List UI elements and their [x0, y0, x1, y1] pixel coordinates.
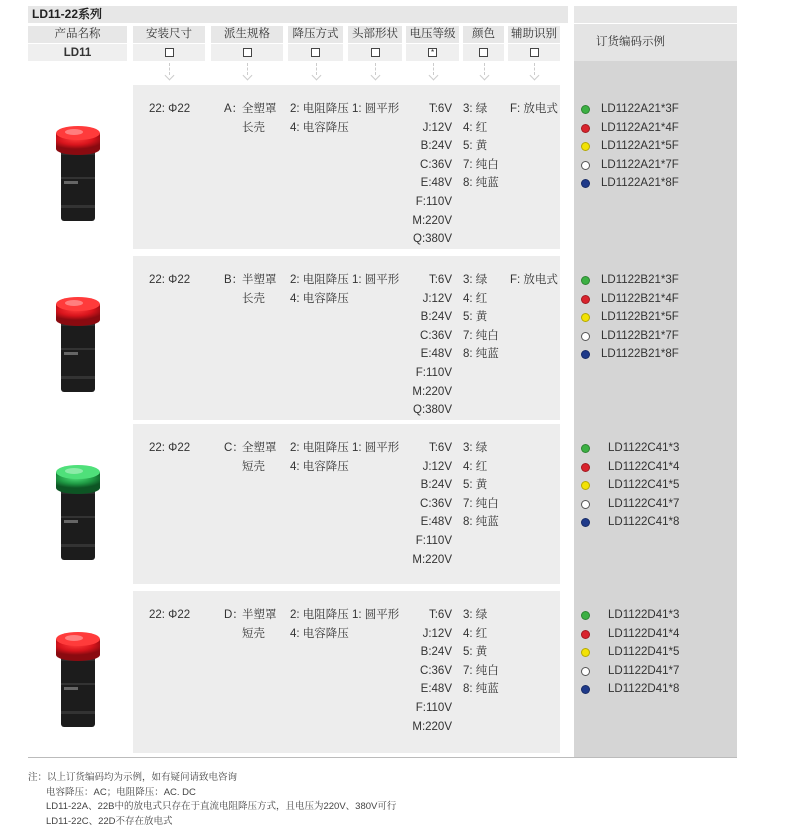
spec-text: 长壳: [242, 121, 265, 134]
indicator-lamp-icon: [52, 625, 104, 735]
voltage-option: B:24V: [420, 140, 452, 153]
voltage-option: F:110V: [415, 702, 452, 714]
color-option: 5: 黄: [463, 479, 488, 492]
column-header: 安装尺寸: [133, 26, 205, 43]
checkbox-icon: [479, 48, 488, 57]
color-option: 5: 黄: [463, 311, 488, 324]
voltage-option: B:24V: [420, 311, 452, 324]
white-dot-icon: [581, 332, 590, 341]
red-dot-icon: [581, 630, 590, 639]
order-code: LD1122D41*5: [608, 646, 680, 659]
column-header: 降压方式: [288, 26, 343, 43]
column-code-cell: [133, 44, 205, 61]
voltage-option: Q:380V: [413, 233, 452, 246]
product-name-value: LD11: [63, 46, 92, 59]
install-size: 22: Φ22: [149, 609, 191, 621]
head-shape: 1: 圆平形: [352, 103, 400, 115]
order-code: LD1122B21*4F: [601, 292, 679, 305]
spec-text: 长壳: [242, 292, 265, 305]
down-arrow-icon: [375, 63, 376, 75]
spec-text: 半塑罩: [242, 274, 277, 286]
color-option: 4: 红: [463, 292, 488, 305]
voltage-option: E:48V: [420, 516, 452, 529]
color-option: 5: 黄: [463, 646, 488, 659]
voltage-option: M:220V: [412, 385, 452, 398]
column-header: 辅助识别: [508, 26, 560, 43]
color-option: 8: 纯蓝: [463, 516, 499, 529]
right-title-bar: [574, 6, 737, 23]
checkbox-icon: [530, 48, 539, 57]
series-title: LD11-22系列: [28, 6, 568, 23]
column-code-cell: [406, 44, 459, 61]
order-code: LD1122C41*5: [608, 479, 680, 492]
color-option: 3: 绿: [463, 442, 488, 454]
order-code: LD1122B21*8F: [601, 348, 679, 361]
reduce-method: 2: 电阻降压: [290, 609, 349, 621]
voltage-option: M:220V: [412, 214, 452, 227]
indicator-lamp-icon: [52, 290, 104, 400]
column-code-cell: [508, 44, 560, 61]
indicator-lamp-icon: [52, 458, 104, 568]
reduce-method: 2: 电阻降压: [290, 274, 349, 286]
checkbox-icon: [311, 48, 320, 57]
voltage-option: T:6V: [428, 274, 452, 286]
voltage-option: T:6V: [428, 609, 452, 621]
color-option: 5: 黄: [463, 140, 488, 153]
order-code: LD1122B21*3F: [601, 274, 679, 286]
spec-text: 全塑罩: [242, 103, 277, 115]
reduce-method: 4: 电容降压: [290, 460, 349, 473]
spec-text: 短壳: [242, 627, 265, 640]
down-arrow-icon: [316, 63, 317, 75]
column-code-cell: [463, 44, 504, 61]
order-code: LD1122D41*7: [608, 664, 680, 677]
green-dot-icon: [581, 444, 590, 453]
voltage-option: F:110V: [415, 367, 452, 379]
down-arrow-icon: [534, 63, 535, 75]
voltage-option: Q:380V: [413, 404, 452, 417]
order-code: LD1122A21*5F: [601, 140, 679, 153]
order-code: LD1122C41*8: [608, 516, 680, 529]
spec-text: 全塑罩: [242, 442, 277, 454]
reduce-method: 2: 电阻降压: [290, 103, 349, 115]
white-dot-icon: [581, 500, 590, 509]
voltage-option: J:12V: [422, 121, 452, 134]
reduce-method: 4: 电容降压: [290, 292, 349, 305]
red-dot-icon: [581, 295, 590, 304]
spec-text: 短壳: [242, 460, 265, 473]
reduce-method: 4: 电容降压: [290, 627, 349, 640]
head-shape: 1: 圆平形: [352, 274, 400, 286]
down-arrow-icon: [247, 63, 248, 75]
order-code: LD1122A21*7F: [601, 158, 679, 171]
checked-box-icon: *: [428, 48, 437, 57]
column-header: 电压等级: [406, 26, 459, 43]
head-shape: 1: 圆平形: [352, 609, 400, 621]
color-option: 4: 红: [463, 627, 488, 640]
column-code-cell: [211, 44, 283, 61]
voltage-option: F:110V: [415, 535, 452, 547]
bottom-divider: [28, 757, 737, 758]
order-code: LD1122A21*3F: [601, 103, 679, 115]
spec-code: B：: [224, 274, 244, 286]
voltage-option: E:48V: [420, 683, 452, 696]
red-dot-icon: [581, 463, 590, 472]
notes: [28, 771, 396, 829]
green-dot-icon: [581, 611, 590, 620]
voltage-option: C:36V: [420, 158, 452, 171]
color-option: 4: 红: [463, 460, 488, 473]
column-header: 头部形状: [348, 26, 402, 43]
reduce-method: 4: 电容降压: [290, 121, 349, 134]
voltage-option: B:24V: [420, 479, 452, 492]
column-header: 产品名称: [28, 26, 127, 43]
color-option: 3: 绿: [463, 103, 488, 115]
voltage-option: B:24V: [420, 646, 452, 659]
order-code: LD1122D41*8: [608, 683, 680, 696]
aux-id: F: 放电式: [510, 274, 558, 286]
reduce-method: 2: 电阻降压: [290, 442, 349, 454]
install-size: 22: Φ22: [149, 442, 191, 454]
spec-text: 半塑罩: [242, 609, 277, 621]
order-code: LD1122C41*3: [608, 442, 680, 454]
voltage-option: E:48V: [420, 177, 452, 190]
color-option: 7: 纯白: [463, 329, 499, 342]
color-option: 3: 绿: [463, 609, 488, 621]
down-arrow-icon: [169, 63, 170, 75]
down-arrow-icon: [484, 63, 485, 75]
order-code: LD1122A21*8F: [601, 177, 679, 190]
white-dot-icon: [581, 667, 590, 676]
red-dot-icon: [581, 124, 590, 133]
aux-id: F: 放电式: [510, 103, 558, 115]
color-option: 7: 纯白: [463, 497, 499, 510]
color-option: 7: 纯白: [463, 664, 499, 677]
voltage-option: E:48V: [420, 348, 452, 361]
white-dot-icon: [581, 161, 590, 170]
color-option: 4: 红: [463, 121, 488, 134]
voltage-option: C:36V: [420, 664, 452, 677]
column-code-cell: [288, 44, 343, 61]
column-code-cell: [28, 44, 127, 61]
voltage-option: F:110V: [415, 196, 452, 208]
order-code: LD1122C41*7: [608, 497, 680, 510]
order-code: LD1122B21*5F: [601, 311, 679, 324]
head-shape: 1: 圆平形: [352, 442, 400, 454]
checkbox-icon: [371, 48, 380, 57]
order-code-header: 订货编码示例: [574, 24, 737, 61]
column-header: 颜色: [463, 26, 504, 43]
color-option: 8: 纯蓝: [463, 348, 499, 361]
spec-code: D：: [224, 609, 244, 621]
order-code: LD1122D41*3: [608, 609, 680, 621]
note-line: LD11-22C、22D不存在放电式: [46, 815, 173, 827]
voltage-option: T:6V: [428, 442, 452, 454]
order-code: LD1122B21*7F: [601, 329, 679, 342]
voltage-option: T:6V: [428, 103, 452, 115]
green-dot-icon: [581, 276, 590, 285]
install-size: 22: Φ22: [149, 103, 191, 115]
down-arrow-icon: [433, 63, 434, 75]
voltage-option: J:12V: [422, 292, 452, 305]
spec-code: A：: [224, 103, 244, 115]
voltage-option: J:12V: [422, 460, 452, 473]
green-dot-icon: [581, 105, 590, 114]
checkbox-icon: [165, 48, 174, 57]
order-code: LD1122A21*4F: [601, 121, 679, 134]
color-option: 8: 纯蓝: [463, 177, 499, 190]
checkbox-icon: [243, 48, 252, 57]
voltage-option: C:36V: [420, 497, 452, 510]
color-option: 3: 绿: [463, 274, 488, 286]
spec-code: C：: [224, 442, 244, 454]
note-line: LD11-22A、22B中的放电式只存在于直流电阻降压方式，且电压为220V、380V可行: [46, 801, 397, 812]
voltage-option: J:12V: [422, 627, 452, 640]
order-code: LD1122C41*4: [608, 460, 680, 473]
voltage-option: M:220V: [412, 553, 452, 566]
note-line: 注：以上订货编码均为示例，如有疑问请致电咨询: [28, 772, 238, 783]
order-code: LD1122D41*4: [608, 627, 680, 640]
voltage-option: C:36V: [420, 329, 452, 342]
note-line: 电容降压：AC；电阻降压：AC. DC: [46, 786, 196, 798]
column-header: 派生规格: [211, 26, 283, 43]
voltage-option: M:220V: [412, 720, 452, 733]
indicator-lamp-icon: [52, 119, 104, 229]
column-code-cell: [348, 44, 402, 61]
color-option: 7: 纯白: [463, 158, 499, 171]
install-size: 22: Φ22: [149, 274, 191, 286]
color-option: 8: 纯蓝: [463, 683, 499, 696]
